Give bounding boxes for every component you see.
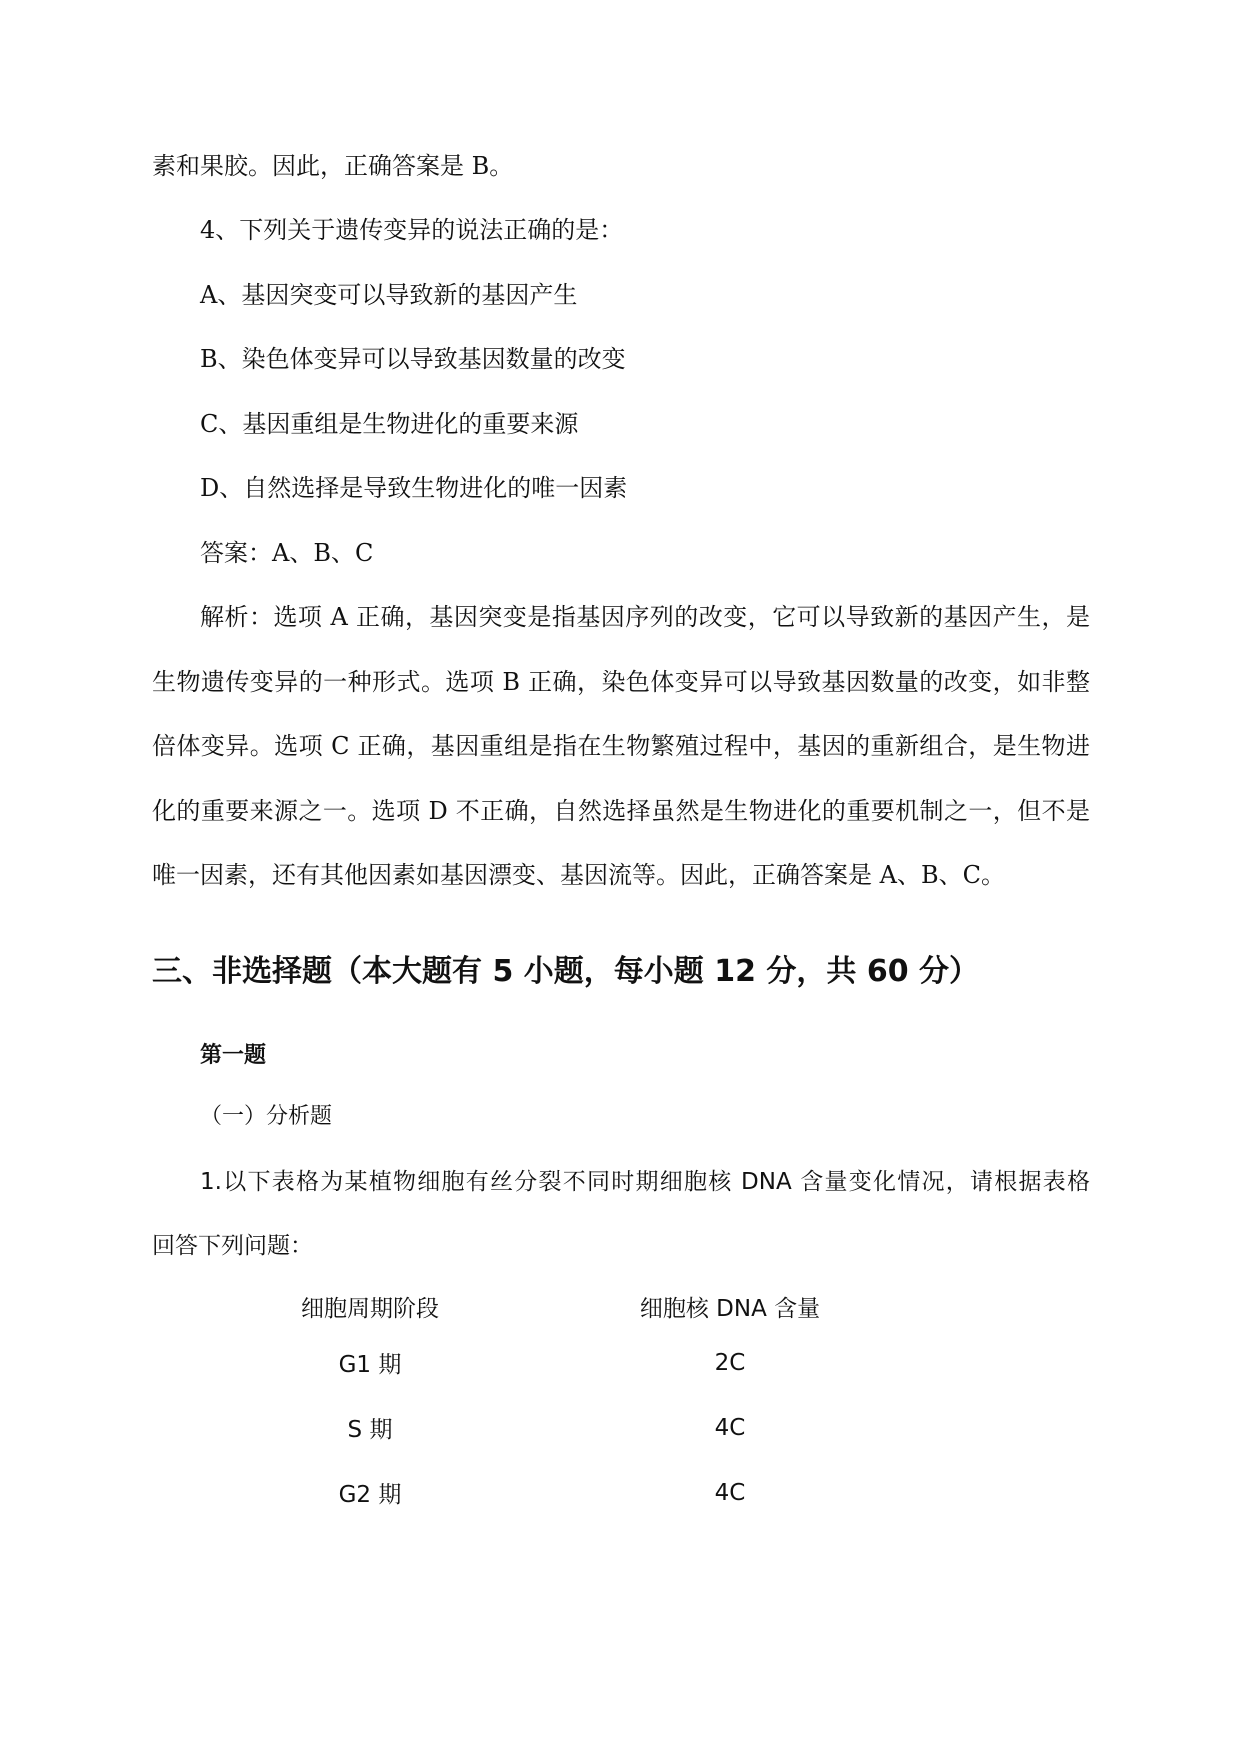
table-row [200, 1330, 920, 1395]
text-line: 素和果胶。因此，正确答案是 B。 [152, 152, 514, 180]
table-row [200, 1395, 920, 1460]
table-cell-stage: G2 期 [338, 1482, 402, 1508]
answer: 答案：A、B、C [200, 539, 374, 567]
table-header-dna: 细胞核 DNA 含量 [639, 1296, 821, 1322]
explanation-line-3: 倍体变异。选项 C 正确，基因重组是指在生物繁殖过程中，基因的重新组合，是生物进 [152, 732, 1090, 760]
question-4-stem: 4、下列关于遗传变异的说法正确的是： [200, 216, 624, 244]
table-row [200, 1460, 920, 1525]
section-heading: 三、非选择题（本大题有 5 小题，每小题 12 分，共 60 分） [152, 954, 980, 989]
table-cell-dna: 4C [714, 1479, 746, 1506]
explanation-line-5: 唯一因素，还有其他因素如基因漂变、基因流等。因此，正确答案是 A、B、C。 [152, 861, 1005, 889]
question-title: 第一题 [200, 1043, 267, 1068]
table-cell-dna: 2C [714, 1349, 746, 1376]
option-c: C、基因重组是生物进化的重要来源 [200, 410, 579, 438]
question-1-line-1: 1.以下表格为某植物细胞有丝分裂不同时期细胞核 DNA 含量变化情况，请根据表格 [200, 1169, 1090, 1195]
explanation-line-4: 化的重要来源之一。选项 D 不正确，自然选择虽然是生物进化的重要机制之一，但不是 [152, 797, 1090, 825]
part-label: （一）分析题 [200, 1104, 333, 1129]
table-cell-stage: S 期 [347, 1417, 393, 1443]
dna-content-table [200, 1290, 920, 1525]
explanation-line-2: 生物遗传变异的一种形式。选项 B 正确，染色体变异可以导致基因数量的改变，如非整 [152, 668, 1090, 696]
option-b: B、染色体变异可以导致基因数量的改变 [200, 345, 626, 373]
table-cell-dna: 4C [714, 1414, 746, 1441]
option-d: D、自然选择是导致生物进化的唯一因素 [200, 474, 628, 502]
table-cell-stage: G1 期 [338, 1352, 402, 1378]
table-header-row [200, 1290, 920, 1330]
explanation-line-1: 解析：选项 A 正确，基因突变是指基因序列的改变，它可以导致新的基因产生，是 [200, 603, 1090, 631]
option-a: A、基因突变可以导致新的基因产生 [200, 281, 578, 309]
question-1-line-2: 回答下列问题： [152, 1233, 313, 1259]
table-header-stage: 细胞周期阶段 [301, 1296, 439, 1322]
